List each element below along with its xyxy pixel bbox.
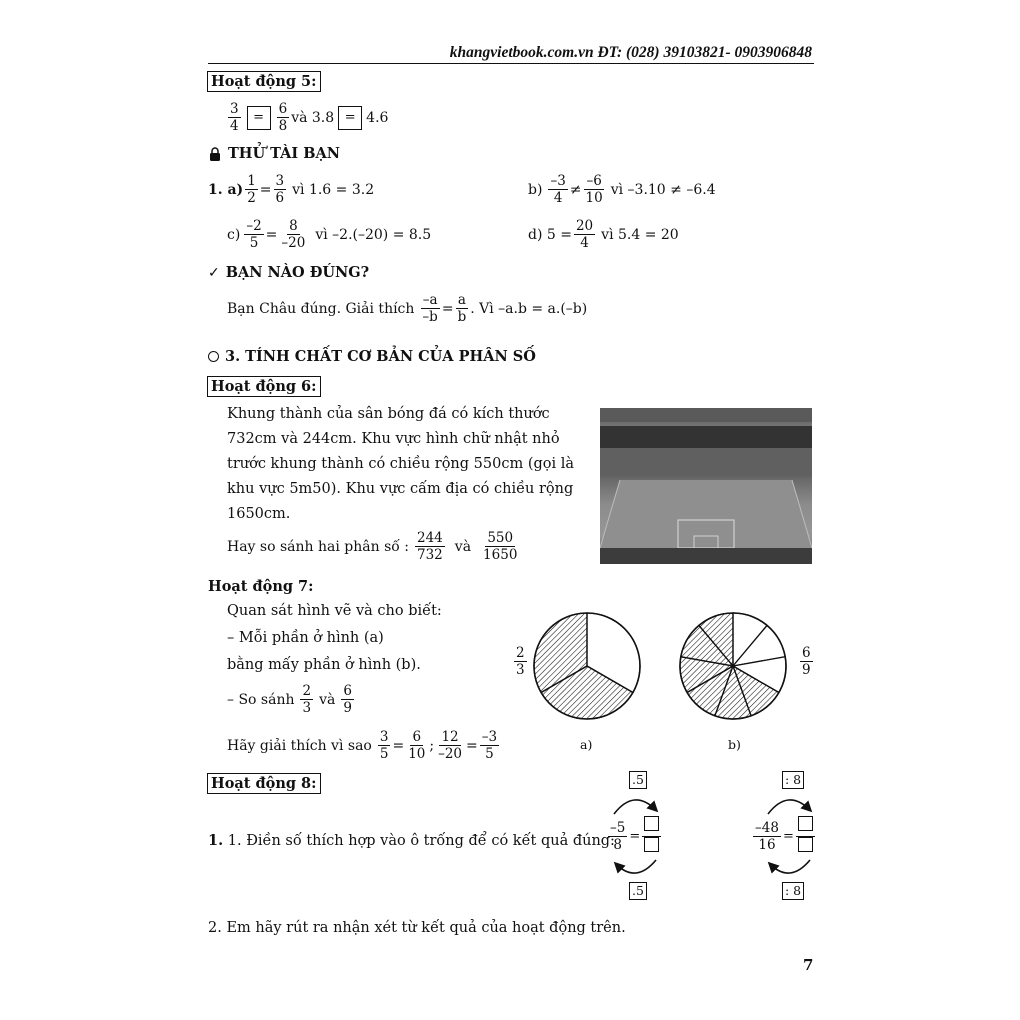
pie-a-caption: a) bbox=[580, 737, 593, 752]
header-rule bbox=[208, 63, 814, 64]
hd7-explain: Hãy giải thích vì sao $\frac{3}{5}$ = $\frac{6}{10}$ ; $\frac{12}{-20}$ = $\frac{-3}{5}$ bbox=[227, 729, 498, 762]
hd8-title: Hoạt động 8: bbox=[207, 773, 321, 794]
hd7-line-3: bằng mấy phần ở hình (b). bbox=[227, 657, 421, 673]
header-site: khangvietbook.com.vn ĐT: (028) 39103821- 0903906848 bbox=[449, 44, 812, 61]
hd7-line-1: Quan sát hình vẽ và cho biết: bbox=[227, 603, 442, 619]
lock-icon bbox=[208, 146, 222, 162]
hd8-question-1: 1. 1. Điền số thích hợp vào ô trống để có kết quả đúng: bbox=[208, 832, 615, 849]
hd5-expression: $\frac{3}{4}$ = $\frac{6}{8}$ và 3.8 = 4.6 bbox=[230, 101, 389, 134]
hd5-title: Hoạt động 5: bbox=[207, 71, 321, 92]
exp1-blank-num[interactable] bbox=[644, 816, 659, 831]
exp1-blank-den[interactable] bbox=[644, 837, 659, 852]
pie-b-caption: b) bbox=[728, 737, 741, 752]
exp2-top-op: : 8 bbox=[782, 771, 804, 789]
exp1-expression: $\frac{-5}{8}$ = bbox=[606, 816, 663, 857]
hd5-frac-2: $\frac{6}{8}$ bbox=[278, 101, 288, 134]
hd5-frac-1: $\frac{3}{4}$ bbox=[230, 101, 239, 134]
circle-bullet-icon bbox=[208, 351, 219, 362]
exp2-expression: $\frac{-48}{16}$ = bbox=[751, 816, 817, 857]
hd5-box-2: = bbox=[338, 106, 362, 130]
hd8-question-2: 2. Em hãy rút ra nhận xét từ kết quả của hoạt động trên. bbox=[208, 920, 626, 936]
section3-heading: 3. TÍNH CHẤT CƠ BẢN CỦA PHÂN SỐ bbox=[208, 348, 536, 365]
pie-a bbox=[531, 610, 643, 722]
thu-tai-heading: THỬ TÀI BẠN bbox=[208, 145, 340, 162]
thu-tai-b: b) $\frac{-3}{4}$ ≠ $\frac{-6}{10}$ vì –3.10 ≠ –6.4 bbox=[528, 173, 716, 206]
exp2-blank-num[interactable] bbox=[798, 816, 813, 831]
hd5-box-1: = bbox=[247, 106, 271, 130]
stadium-photo bbox=[600, 408, 812, 564]
pie-a-fraction: $\frac{2}{3}$ bbox=[516, 645, 525, 678]
hd7-line-2: – Mỗi phần ở hình (a) bbox=[227, 630, 384, 646]
thu-tai-c: c) $\frac{-2}{5}$ = $\frac{8}{-20}$ vì –2.(–20) = 8.5 bbox=[227, 218, 432, 251]
hd6-title: Hoạt động 6: bbox=[207, 376, 321, 397]
exp2-blank-den[interactable] bbox=[798, 837, 813, 852]
exp1-bottom-op: .5 bbox=[629, 882, 647, 900]
hd7-title: Hoạt động 7: bbox=[208, 578, 314, 595]
ban-nao-heading: ✓ BẠN NÀO ĐÚNG? bbox=[208, 264, 370, 281]
thu-tai-a: 1. a) $\frac{1}{2}$ = $\frac{3}{6}$ vì 1.6 = 3.2 bbox=[208, 173, 375, 206]
exp2-bottom-op: : 8 bbox=[782, 882, 804, 900]
page-number: 7 bbox=[803, 956, 814, 974]
thu-tai-d: d) 5 = $\frac{20}{4}$ vì 5.4 = 20 bbox=[528, 218, 679, 251]
hd6-question: Hay so sánh hai phân số : $\frac{244}{732}$ và $\frac{550}{1650}$ bbox=[227, 530, 518, 563]
ban-nao-text: Bạn Châu đúng. Giải thích $\frac{-a}{-b}$ = $\frac{a}{b}$ . Vì –a.b = a.(–b) bbox=[227, 292, 588, 325]
exp1-top-op: .5 bbox=[629, 771, 647, 789]
hd6-paragraph: Khung thành của sân bóng đá có kích thước 732cm và 244cm. Khu vực hình chữ nhật nhỏ trước khung thành có chiều rộng 550cm (gọi là khu vực 5m50). Khu vực cấm địa có chiều rộng 1650cm. bbox=[227, 406, 575, 522]
pie-b bbox=[677, 610, 789, 722]
pie-b-fraction: $\frac{6}{9}$ bbox=[802, 645, 811, 678]
hd7-compare: – So sánh $\frac{2}{3}$ và $\frac{6}{9}$ bbox=[227, 683, 352, 716]
check-icon: ✓ bbox=[208, 264, 220, 281]
